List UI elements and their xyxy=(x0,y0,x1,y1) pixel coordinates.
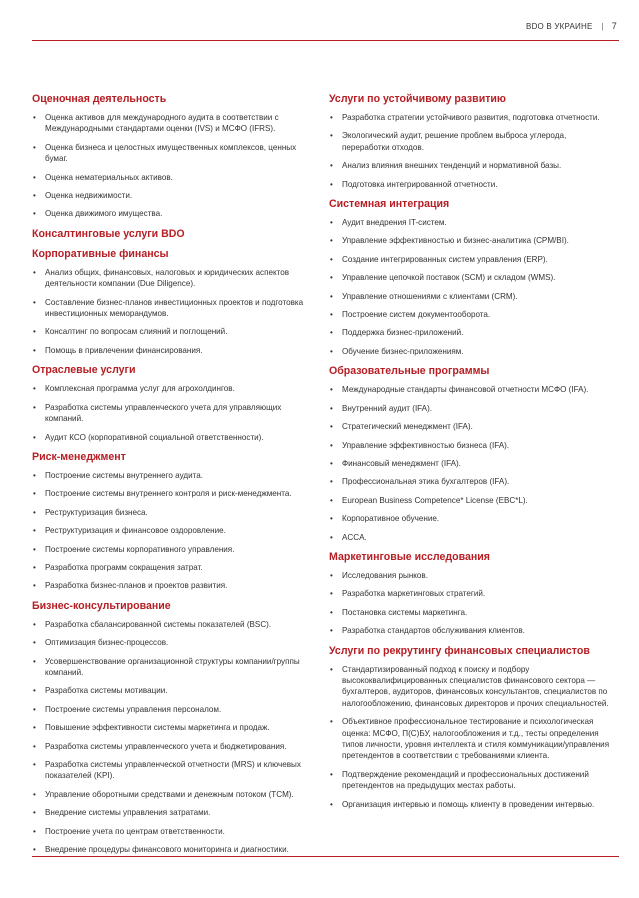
list-item-text: Построение системы корпоративного управления. xyxy=(45,544,235,554)
list-item-text: Оценка бизнеса и целостных имущественных комплексов, ценных бумаг. xyxy=(45,142,297,164)
list-item-text: Анализ общих, финансовых, налоговых и юридических аспектов деятельности компании (Due Diligence). xyxy=(45,267,290,289)
bullet-icon: • xyxy=(33,470,36,480)
list-item-text: Корпоративное обучение. xyxy=(342,514,440,524)
bullet-icon: • xyxy=(330,161,333,171)
bullet-list xyxy=(329,112,616,190)
list-item-text: Разработка системы управленческой отчетности (MRS) и ключевых показателей (KPI). xyxy=(45,760,301,781)
list-item xyxy=(32,488,307,499)
list-item-text: Разработка стратегии устойчивого развития, подготовка отчетности. xyxy=(342,113,600,122)
list-item-text: Реструктуризация и финансовое оздоровление. xyxy=(45,526,226,536)
header-rule xyxy=(32,40,619,41)
list-item-text: Анализ влияния внешних тенденций и нормативной базы. xyxy=(342,161,562,171)
list-item-text: Внутренний аудит (IFA). xyxy=(342,403,433,413)
list-item xyxy=(329,346,616,357)
list-item xyxy=(32,544,307,555)
list-item-text: Управление эффективностью бизнеса (IFA). xyxy=(342,440,510,450)
list-item-text: Построение системы внутреннего аудита. xyxy=(45,470,203,480)
list-item-text: Оценка нематериальных активов. xyxy=(45,172,173,182)
footer-rule xyxy=(32,856,619,857)
bullet-icon: • xyxy=(330,458,333,468)
list-item xyxy=(329,254,616,265)
list-item-text: Аудит КСО (корпоративной социальной ответственности). xyxy=(45,432,264,442)
list-item-text: Разработка маркетинговых стратегий. xyxy=(342,589,486,599)
list-item-text: Оценка недвижимости. xyxy=(45,191,133,201)
list-item-text: Разработка сбалансированной системы показателей (BSC). xyxy=(45,619,272,629)
section-title: Маркетинговые исследования xyxy=(329,550,490,563)
list-item xyxy=(329,235,616,246)
list-item xyxy=(329,495,616,506)
bullet-icon: • xyxy=(33,656,36,666)
list-item-text: Разработка системы управленческого учета для управляющих компаний. xyxy=(45,402,282,424)
list-item-text: Составление бизнес-планов инвестиционных проектов и подготовка инвестиционных меморандумов. xyxy=(45,297,304,319)
bullet-icon: • xyxy=(330,664,333,674)
bullet-icon: • xyxy=(330,799,333,809)
bullet-icon: • xyxy=(33,619,36,629)
bullet-icon: • xyxy=(33,384,36,394)
list-item-text: Управление отношениями с клиентами (CRM). xyxy=(342,291,518,301)
list-item-text: Реструктуризация бизнеса. xyxy=(45,507,148,517)
list-item xyxy=(32,685,307,696)
list-item-text: Построение систем документооборота. xyxy=(342,310,491,320)
section-title: Услуги по рекрутингу финансовых специалистов xyxy=(329,644,590,657)
list-item xyxy=(32,112,307,135)
section-title: Услуги по устойчивому развитию xyxy=(329,93,506,105)
list-item-text: Обучение бизнес-приложениям. xyxy=(342,346,464,356)
bullet-icon: • xyxy=(33,345,36,355)
bullet-list xyxy=(329,570,616,637)
list-item xyxy=(32,432,307,443)
bullet-icon: • xyxy=(330,422,333,432)
list-item xyxy=(32,704,307,715)
bullet-icon: • xyxy=(33,267,36,277)
left-column xyxy=(32,92,307,862)
list-item-text: Управление оборотными средствами и денежным потоком (TCM). xyxy=(45,789,294,799)
list-item xyxy=(32,722,307,733)
bullet-icon: • xyxy=(33,638,36,648)
list-item-text: Внедрение процедуры финансового мониторинга и диагностики. xyxy=(45,845,289,855)
bullet-icon: • xyxy=(330,385,333,395)
list-item-text: Стандартизированный подход к поиску и подбору высококвалифицированных специалистов финансового сектора — бухгалтеров, аудиторов, финансовых консультантов, специалистов по налогообложению, финансовых директоров и прочих специальностей. xyxy=(342,664,609,708)
list-item xyxy=(32,789,307,800)
list-item-text: Стратегический менеджмент (IFA). xyxy=(342,422,473,432)
bullet-icon: • xyxy=(33,297,36,307)
list-item-text: Профессиональная этика бухгалтеров (IFA). xyxy=(342,477,510,487)
bullet-icon: • xyxy=(330,291,333,301)
list-item xyxy=(329,625,616,636)
bullet-icon: • xyxy=(330,131,333,141)
bullet-icon: • xyxy=(33,723,36,733)
section-title: Образовательные программы xyxy=(329,365,490,378)
list-item-text: Консалтинг по вопросам слияний и поглощений. xyxy=(45,327,228,337)
list-item xyxy=(32,172,307,183)
bullet-icon: • xyxy=(33,489,36,499)
bullet-icon: • xyxy=(33,113,36,122)
bullet-icon: • xyxy=(330,273,333,283)
bullet-icon: • xyxy=(33,704,36,714)
list-item xyxy=(32,142,307,165)
bullet-icon: • xyxy=(330,403,333,413)
list-item-text: Финансовый менеджмент (IFA). xyxy=(342,458,461,468)
list-item xyxy=(329,532,616,543)
list-item xyxy=(32,807,307,818)
bullet-icon: • xyxy=(330,113,333,122)
bullet-list xyxy=(329,217,616,357)
bullet-list xyxy=(329,384,616,543)
section-title: Системная интеграция xyxy=(329,198,450,211)
list-item xyxy=(329,607,616,618)
list-item-text: Международные стандарты финансовой отчетности МСФО (IFA). xyxy=(342,385,589,395)
bullet-icon: • xyxy=(330,589,333,599)
bullet-icon: • xyxy=(330,607,333,617)
list-item xyxy=(329,112,616,123)
bullet-icon: • xyxy=(33,760,36,769)
list-item xyxy=(329,272,616,283)
right-column xyxy=(329,92,616,817)
list-item xyxy=(32,402,307,425)
list-item xyxy=(32,267,307,290)
bullet-list xyxy=(329,664,616,810)
list-item-text: Оптимизация бизнес-процессов. xyxy=(45,638,169,648)
bullet-list xyxy=(32,383,307,443)
bullet-icon: • xyxy=(330,570,333,580)
bullet-icon: • xyxy=(330,328,333,338)
page-header xyxy=(526,21,617,31)
list-item xyxy=(32,759,307,782)
bullet-icon: • xyxy=(33,686,36,696)
list-item-text: Управление эффективностью и бизнес-аналитика (CPM/BI). xyxy=(342,236,569,246)
list-item xyxy=(32,383,307,394)
list-item xyxy=(32,208,307,219)
bullet-icon: • xyxy=(33,562,36,572)
list-item xyxy=(329,588,616,599)
bullet-icon: • xyxy=(33,808,36,818)
list-item-text: Управление цепочкой поставок (SCM) и складом (WMS). xyxy=(342,273,556,283)
list-item-text: Внедрение системы управления затратами. xyxy=(45,808,211,818)
list-item xyxy=(329,403,616,414)
bullet-icon: • xyxy=(33,826,36,836)
bullet-icon: • xyxy=(33,526,36,536)
list-item xyxy=(329,421,616,432)
list-item-text: Разработка системы мотивации. xyxy=(45,686,168,696)
bullet-list xyxy=(32,619,307,856)
bullet-icon: • xyxy=(330,218,333,228)
bullet-icon: • xyxy=(33,432,36,442)
list-item xyxy=(329,570,616,581)
list-item-text: Объективное профессиональное тестирование и психологическая оценка: МСФО, П(С)БУ, налогообложения и т.д., тесты определения типов личности, уровня интеллекта и стиля коммуникации/управления претендентов в соответствии с требованиями клиента. xyxy=(342,717,610,761)
list-item-text: Исследования рынков. xyxy=(342,570,428,580)
list-item xyxy=(32,580,307,591)
list-item xyxy=(32,297,307,320)
list-item xyxy=(32,190,307,201)
list-item-text: Комплексная программа услуг для агрохолдингов. xyxy=(45,384,235,394)
bullet-list xyxy=(32,267,307,356)
list-item-text: Разработка программ сокращения затрат. xyxy=(45,562,203,572)
list-item-text: Разработка бизнес-планов и проектов развития. xyxy=(45,581,228,591)
bullet-icon: • xyxy=(330,769,333,779)
bullet-icon: • xyxy=(33,191,36,201)
bullet-list xyxy=(32,470,307,592)
bullet-icon: • xyxy=(330,440,333,450)
list-item xyxy=(32,844,307,855)
bullet-icon: • xyxy=(330,532,333,542)
list-item xyxy=(329,384,616,395)
list-item xyxy=(329,327,616,338)
list-item xyxy=(32,345,307,356)
list-item-text: Разработка стандартов обслуживания клиентов. xyxy=(342,626,525,636)
bullet-icon: • xyxy=(330,477,333,487)
bullet-icon: • xyxy=(330,310,333,320)
list-item-text: Аудит внедрения IT-систем. xyxy=(342,218,447,228)
list-item-text: Помощь в привлечении финансирования. xyxy=(45,345,203,355)
list-item-text: Построение системы внутреннего контроля и риск-менеджмента. xyxy=(45,489,292,499)
bullet-icon: • xyxy=(33,789,36,799)
list-item xyxy=(329,309,616,320)
list-item-text: ACCA. xyxy=(342,532,367,542)
list-item xyxy=(329,476,616,487)
list-item xyxy=(32,507,307,518)
list-item-text: Оценка движимого имущества. xyxy=(45,209,163,219)
section-title: Риск-менеджмент xyxy=(32,450,126,463)
header-brand: BDO В УКРАИНЕ xyxy=(526,21,593,31)
section-title: Бизнес-консультирование xyxy=(32,599,171,612)
bullet-icon: • xyxy=(330,495,333,505)
list-item-text: Усовершенствование организационной структуры компании/группы компаний. xyxy=(45,656,300,677)
list-item xyxy=(329,513,616,524)
list-item-text: Повышение эффективности системы маркетинга и продаж. xyxy=(45,723,270,733)
section-title: Отраслевые услуги xyxy=(32,364,136,377)
list-item-text: Подготовка интегрированной отчетности. xyxy=(342,179,498,189)
list-item xyxy=(32,562,307,573)
header-separator: | xyxy=(601,21,604,31)
bullet-icon: • xyxy=(330,179,333,189)
list-item xyxy=(329,217,616,228)
list-item-text: Подтверждение рекомендаций и профессиональных достижений претендентов на предыдущих местах работы. xyxy=(342,769,589,791)
list-item-text: Построение учета по центрам ответственности. xyxy=(45,826,225,836)
list-item-text: Создание интегрированных систем управления (ERP). xyxy=(342,254,548,264)
bullet-icon: • xyxy=(33,507,36,517)
list-item xyxy=(32,741,307,752)
list-item xyxy=(329,799,616,810)
bullet-icon: • xyxy=(330,254,333,264)
list-item xyxy=(32,525,307,536)
bullet-icon: • xyxy=(33,327,36,337)
list-item xyxy=(329,769,616,792)
list-item xyxy=(32,656,307,679)
list-item-text: Разработка системы управленческого учета и бюджетирования. xyxy=(45,741,287,751)
section-title: Оценочная деятельность xyxy=(32,93,167,105)
bullet-icon: • xyxy=(33,172,36,182)
bullet-icon: • xyxy=(33,581,36,591)
list-item xyxy=(329,440,616,451)
bullet-icon: • xyxy=(33,142,36,152)
list-item xyxy=(329,664,616,710)
list-item xyxy=(329,160,616,171)
list-item-text: European Business Competence* License (EBC*L). xyxy=(342,495,528,505)
list-item-text: Поддержка бизнес-приложений. xyxy=(342,328,464,338)
bullet-icon: • xyxy=(33,402,36,412)
list-item xyxy=(32,637,307,648)
list-item xyxy=(32,619,307,630)
bullet-icon: • xyxy=(330,626,333,636)
list-item xyxy=(329,130,616,153)
bullet-icon: • xyxy=(330,346,333,356)
bullet-icon: • xyxy=(330,514,333,524)
list-item-text: Организация интервью и помощь клиенту в проведении интервью. xyxy=(342,799,595,809)
list-item xyxy=(32,470,307,481)
list-item-text: Оценка активов для международного аудита в соответствии с Международными стандартами оценки (IVS) и МСФО (IFRS). xyxy=(45,113,279,134)
list-item xyxy=(329,291,616,302)
bullet-icon: • xyxy=(330,236,333,246)
bullet-icon: • xyxy=(33,845,36,855)
bullet-icon: • xyxy=(33,741,36,751)
section-title: Консалтинговые услуги BDO xyxy=(32,227,185,240)
section-title: Корпоративные финансы xyxy=(32,247,169,260)
bullet-icon: • xyxy=(33,209,36,219)
list-item xyxy=(329,179,616,190)
list-item-text: Построение системы управления персоналом. xyxy=(45,704,222,714)
bullet-icon: • xyxy=(33,544,36,554)
bullet-list xyxy=(32,112,307,220)
page-number: 7 xyxy=(611,21,617,31)
list-item xyxy=(32,326,307,337)
list-item-text: Экологический аудит, решение проблем выброса углерода, переработки отходов. xyxy=(342,131,567,152)
bullet-icon: • xyxy=(330,717,333,727)
list-item xyxy=(329,716,616,762)
list-item xyxy=(32,826,307,837)
list-item-text: Постановка системы маркетинга. xyxy=(342,607,468,617)
list-item xyxy=(329,458,616,469)
